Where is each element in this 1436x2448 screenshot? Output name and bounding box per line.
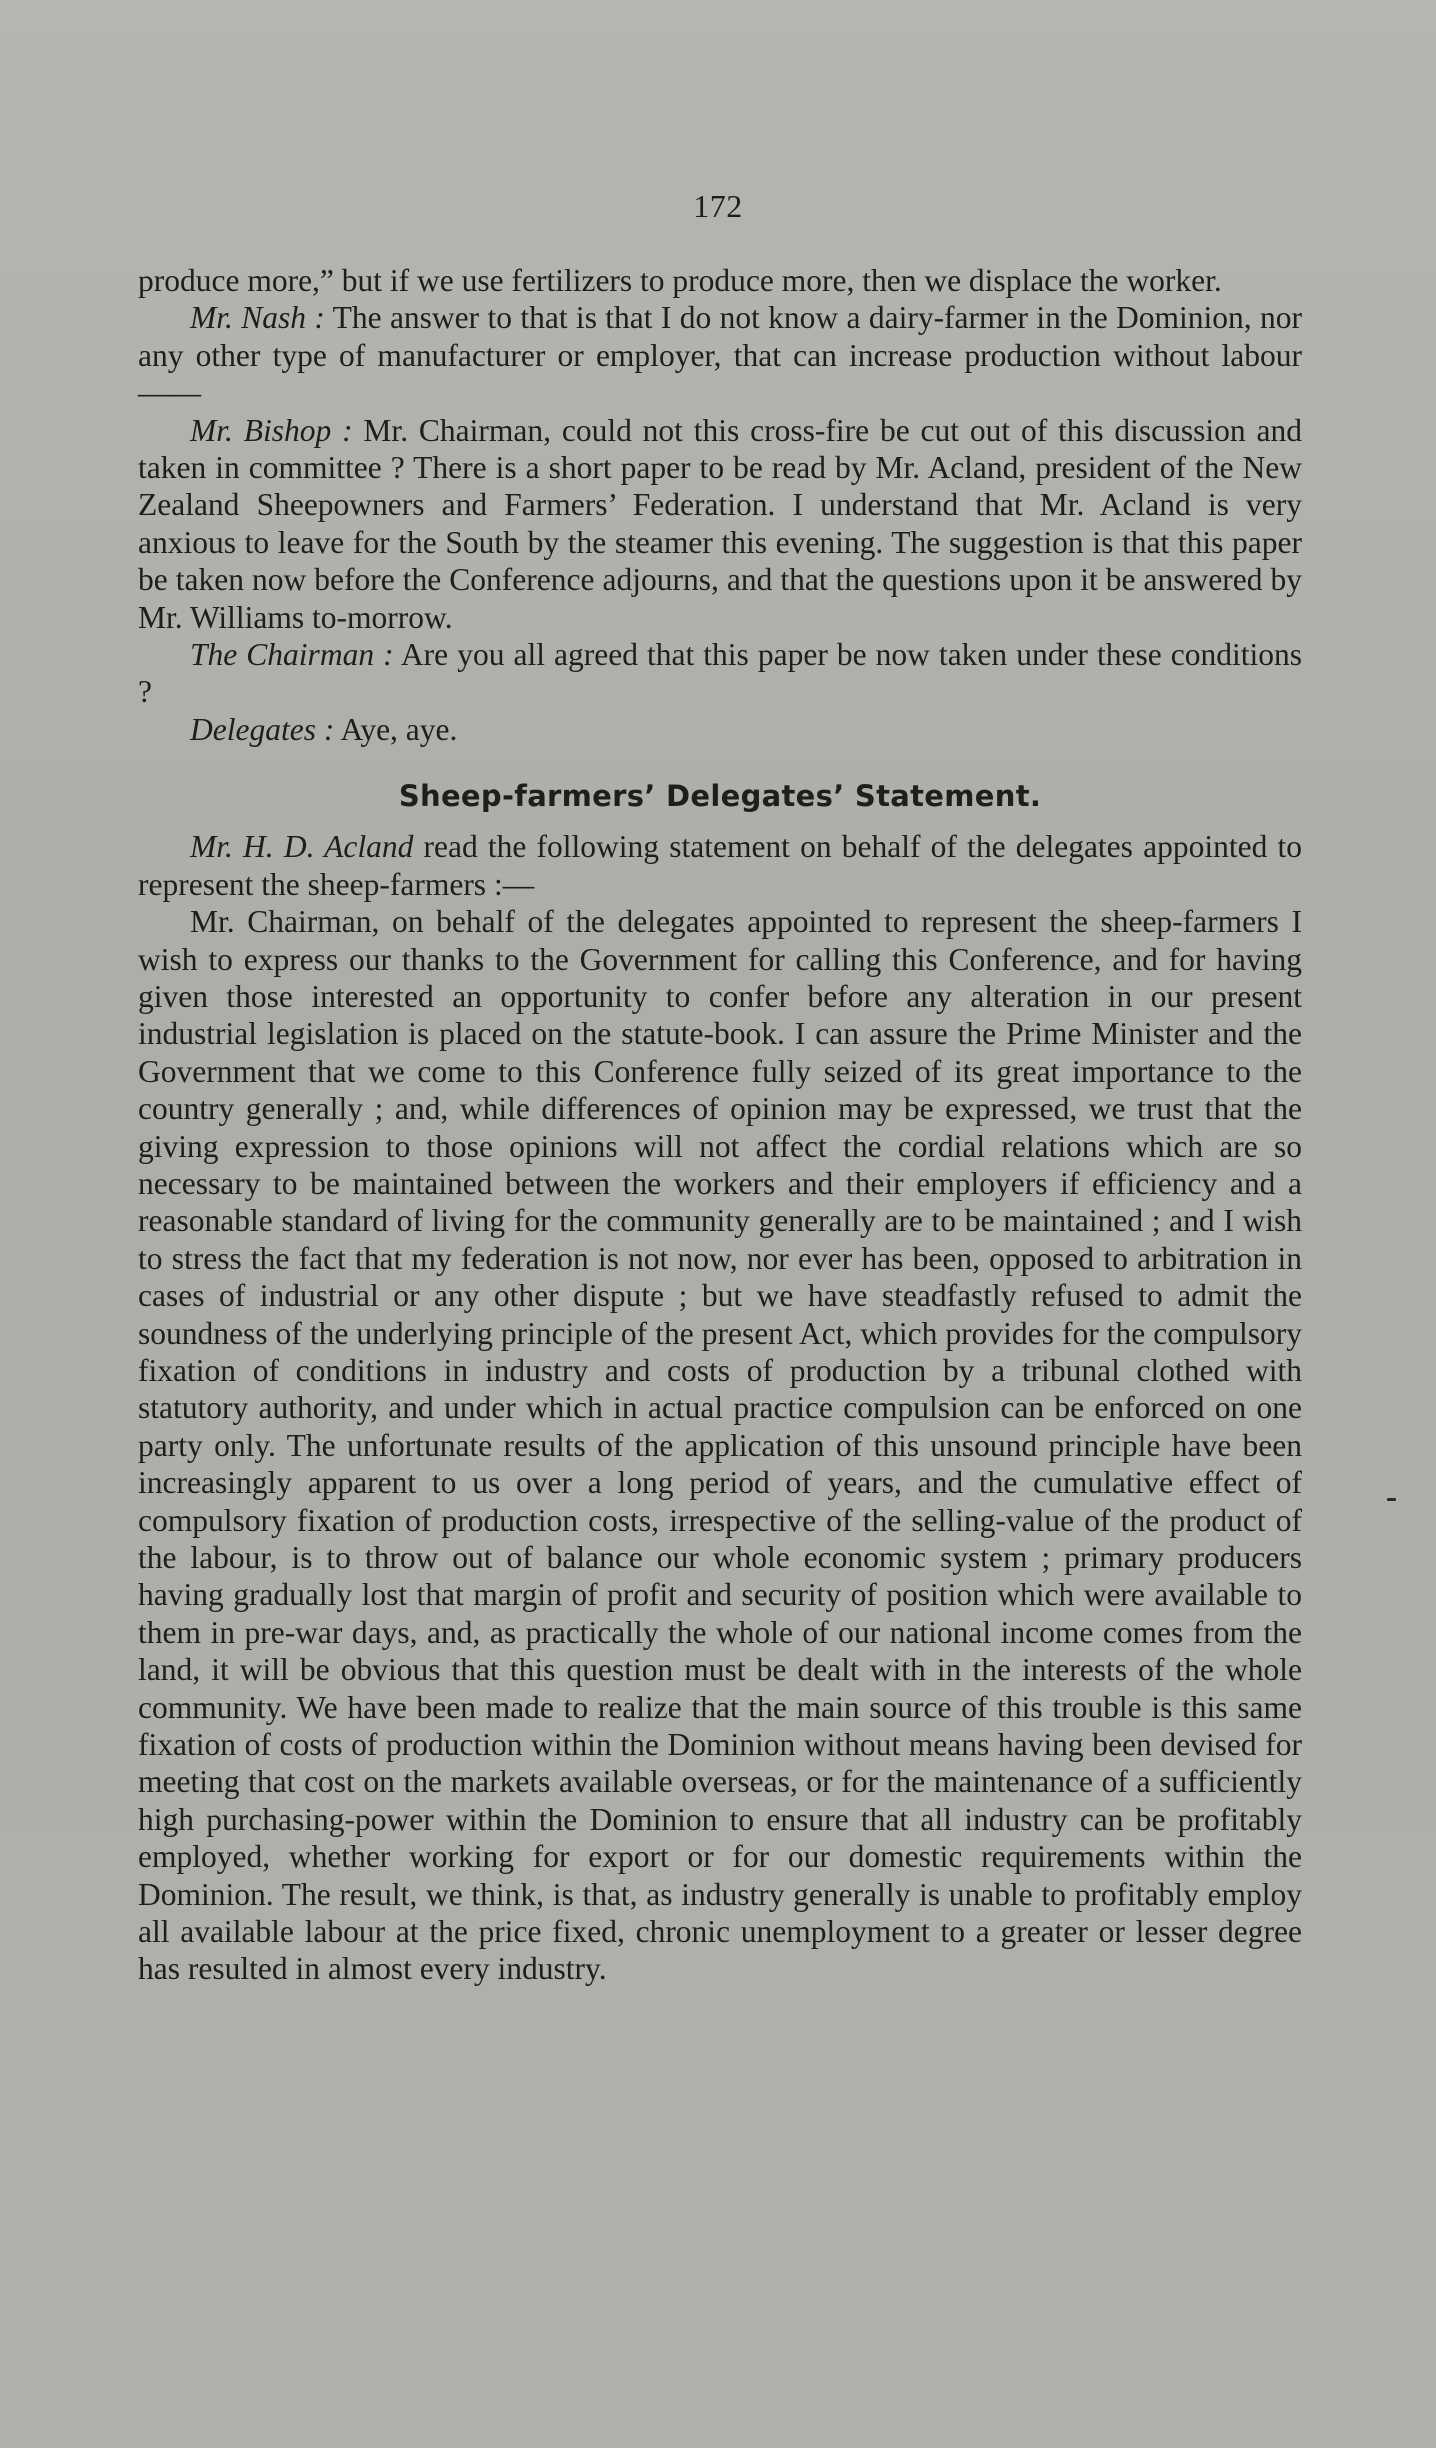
paragraph-chairman — [138, 636, 1302, 711]
paragraph-text: Aye, aye. — [334, 711, 458, 747]
section-heading: Sheep-farmers’ Delegates’ Statement. — [398, 779, 1042, 814]
paragraph-continuation — [138, 262, 1302, 299]
paragraph-bishop — [138, 412, 1302, 636]
speaker-name: Mr. H. D. Acland — [190, 829, 414, 865]
paragraph-text: Mr. Chairman, could not this cross-fire be cut out of this discussion and taken in committee ? There is a short paper to be read by Mr. Acland, president of the New Zealand Sheepowners and Farmers’ Federation. I understand that Mr. Acland is very anxious to leave for the South by the steamer this evening. The suggestion is that this paper be taken now before the Conference adjourns, and that the questions upon it be answered by Mr. Williams to-morrow. — [138, 412, 1302, 635]
paragraph-text: read the following statement on behalf of the delegates appointed to represent the sheep-farmers :— — [138, 829, 1302, 902]
speaker-name: The Chairman : — [190, 637, 394, 673]
paragraph-delegates — [138, 711, 1302, 748]
paragraph-nash — [138, 299, 1302, 411]
paragraph-text: Are you all agreed that this paper be now taken under these conditions ? — [138, 637, 1302, 710]
speaker-name: Mr. Nash : — [190, 300, 325, 336]
page-number: 172 — [693, 188, 743, 224]
margin-mark — [1387, 1498, 1396, 1501]
paragraph-text: produce more,” but if we use fertilizers to produce more, then we displace the worker. — [138, 263, 1222, 298]
paragraph-statement — [138, 903, 1302, 1988]
speaker-name: Delegates : — [190, 711, 335, 747]
speaker-name: Mr. Bishop : — [190, 412, 353, 448]
paragraph-text: The answer to that is that I do not know a dairy-farmer in the Dominion, nor any other type of manufacturer or employer, that can increase production without labour—— — [138, 300, 1302, 411]
paragraph-acland-intro — [138, 828, 1302, 903]
body-text — [138, 262, 1302, 1988]
paragraph-text: Mr. Chairman, on behalf of the delegates appointed to represent the sheep-farmers I wish to express our thanks to the Government for calling this Conference, and for having given those interested an opportunity to confer before any alteration in our present industrial legislation is placed on the statute-book. I can assure the Prime Minister and the Government that we come to this Conference fully seized of its great importance to the country generally ; and, while differences of opinion may be expressed, we trust that the giving expression to those opinions will not affect the cordial relations which are so necessary to be maintained between the workers and their employers if efficiency and a reasonable standard of living for the community generally are to be maintained ; and I wish to stress the fact that my federation is not now, nor ever has been, opposed to arbitration in cases of industrial or any other dispute ; but we have steadfastly refused to admit the soundness of the underlying principle of the present Act, which provides for the compulsory fixation of conditions in industry and costs of production by a tribunal clothed with statutory authority, and under which in actual practice compulsion can be enforced on one party only. The unfortunate results of the application of this unsound principle have been increasingly apparent to us over a long period of years, and the cumulative effect of compulsory fixation of production costs, irrespective of the selling-value of the product of the labour, is to throw out of balance our whole economic system ; primary producers having gradually lost that margin of profit and security of position which were available to them in pre-war days, and, as practically the whole of our national income comes from the land, it will be obvious that this question must be dealt with in the interests of the whole community. We have been made to realize that the main source of this trouble is this same fixation of costs of production within the Dominion without means having been devised for meeting that cost on the markets available overseas, or for the maintenance of a sufficiently high purchasing-power within the Dominion to ensure that all industry can be profitably employed, whether working for export or for our domestic requirements within the Dominion. The result, we think, is that, as industry generally is unable to profitably employ all available labour at the price fixed, chronic unemployment to a greater or lesser degree has resulted in almost every industry. — [138, 904, 1302, 1987]
